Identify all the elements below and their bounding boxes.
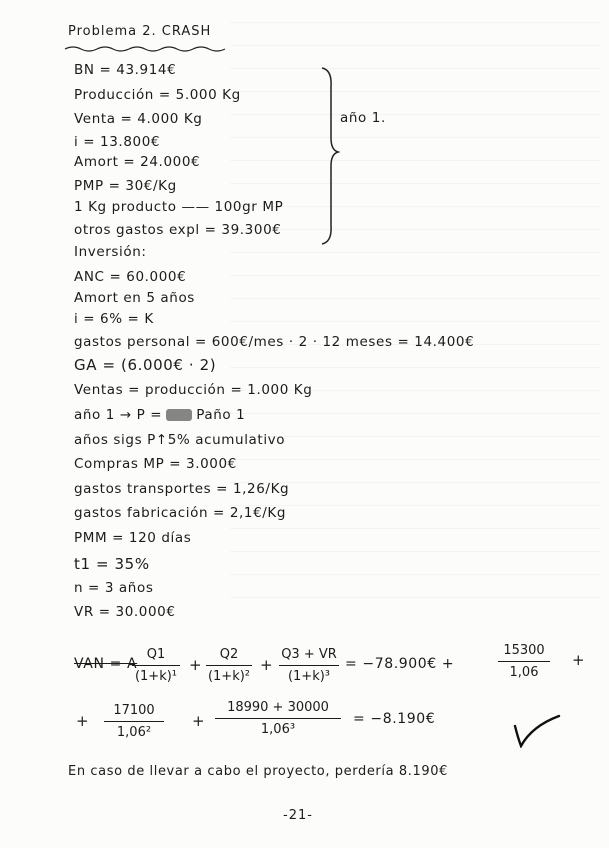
line-amort-5: Amort en 5 años [74, 290, 195, 306]
van-label: VAN = A [74, 656, 138, 672]
title-underline [63, 44, 228, 52]
line-kg-mp: 1 Kg producto —— 100gr MP [74, 199, 284, 215]
line-transportes: gastos transportes = 1,26/Kg [74, 481, 290, 497]
line-k: i = 6% = K [74, 311, 154, 327]
plus-sign: + [189, 656, 202, 674]
van-final-result: = −8.190€ [353, 711, 436, 727]
plus-sign: + [260, 656, 273, 674]
van-partial-result: = −78.900€ + [345, 656, 455, 672]
line-n: n = 3 años [74, 580, 154, 596]
curly-brace [318, 66, 340, 246]
line-pmp: PMP = 30€/Kg [74, 178, 177, 194]
brace-label: año 1. [340, 110, 386, 126]
line-ga: GA = (6.000€ · 2) [74, 356, 217, 374]
conclusion-text: En caso de llevar a cabo el proyecto, perdería 8.190€ [68, 764, 448, 779]
line-gastos-personal: gastos personal = 600€/mes · 2 · 12 meses = 14.400€ [74, 334, 475, 350]
problem-title: Problema 2. CRASH [68, 24, 212, 39]
line-pmm: PMM = 120 días [74, 530, 192, 546]
line-vr: VR = 30.000€ [74, 604, 176, 620]
line-anc: ANC = 60.000€ [74, 269, 187, 285]
line-ano1-precio: año 1 → P = Paño 1 [74, 407, 246, 423]
plus-sign: + [572, 651, 585, 669]
frac-q2: Q2 (1+k)² [207, 647, 251, 684]
bleed-through [230, 20, 600, 620]
line-anos-sigs: años sigs P↑5% acumulativo [74, 432, 286, 448]
line-interes: i = 13.800€ [74, 134, 161, 150]
frac-q3-vr: Q3 + VR (1+k)³ [279, 647, 339, 684]
check-mark-icon [512, 712, 562, 748]
page-number: -21- [283, 808, 313, 823]
line-t1: t1 = 35% [74, 555, 150, 573]
line-otros-gastos: otros gastos expl = 39.300€ [74, 222, 282, 238]
line-produccion: Producción = 5.000 Kg [74, 87, 241, 103]
line-ventas: Ventas = producción = 1.000 Kg [74, 382, 313, 398]
plus-sign: + [76, 712, 89, 730]
line-amort: Amort = 24.000€ [74, 154, 201, 170]
line-venta: Venta = 4.000 Kg [74, 111, 203, 127]
frac-18990: 18990 + 30000 1,06³ [215, 700, 341, 737]
line-bn: BN = 43.914€ [74, 62, 177, 78]
line-fabricacion: gastos fabricación = 2,1€/Kg [74, 505, 287, 521]
plus-sign: + [192, 712, 205, 730]
frac-15300: 15300 1,06 [498, 643, 550, 680]
crossed-out-word [166, 409, 192, 421]
line-compras-mp: Compras MP = 3.000€ [74, 456, 237, 472]
frac-q1: Q1 (1+k)¹ [132, 647, 180, 684]
line-inversion: Inversión: [74, 244, 147, 260]
frac-17100: 17100 1,06² [104, 703, 164, 740]
